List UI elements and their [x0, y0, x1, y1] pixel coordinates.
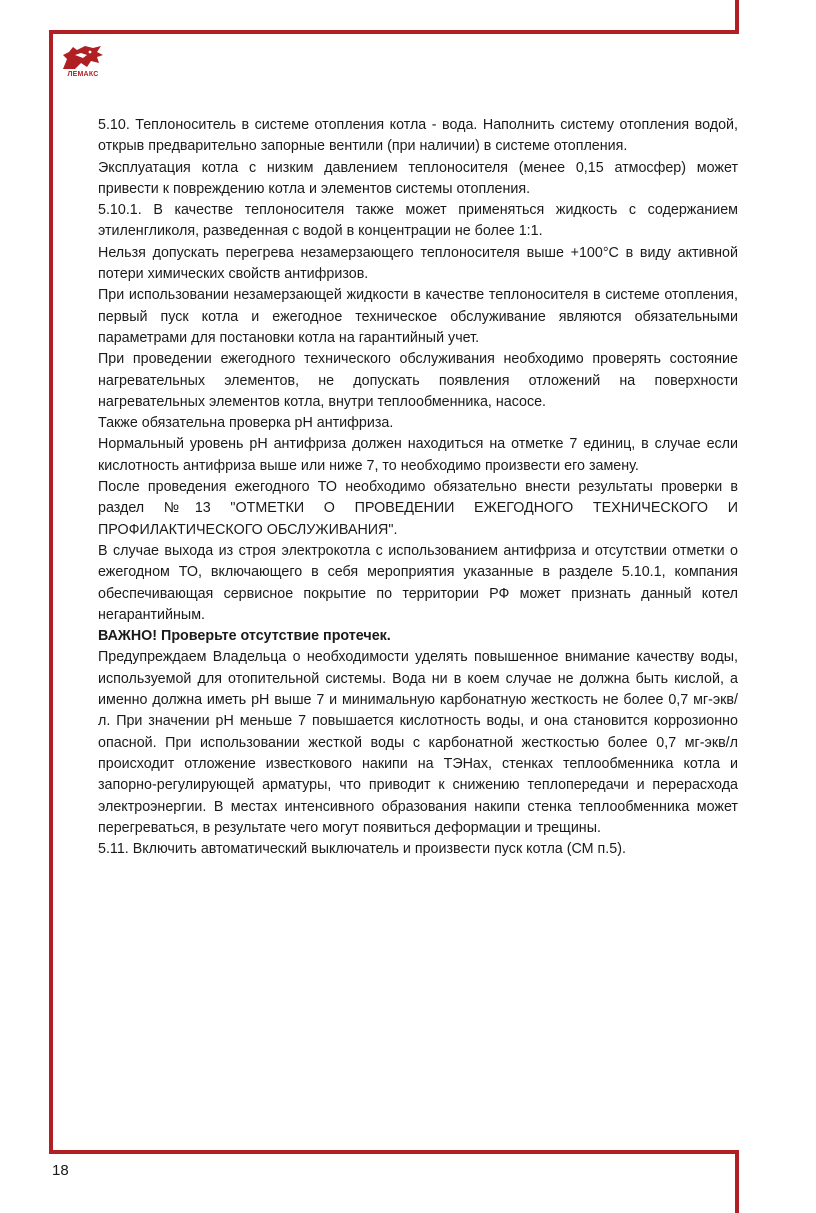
frame-bottom-border — [49, 1150, 739, 1154]
paragraph-water-quality: Предупреждаем Владельца о необходимости уделять повышенное внимание качеству воды, используемой для отопительной системы. Вода ни в коем случае не должна быть кислой, а именно должна иметь pH выше 7 и минимальную карбонатную жесткость не более 0,7 мг-экв/л. При значении pH меньше 7 повышается кислотность воды, и она становится коррозионно опасной. При использовании жесткой воды с карбонатной жесткостью более 0,7 мг-экв/л происходит отложение известкового накипи на ТЭНах, стенках теплообменника котла и запорно-регулирующей арматуры, что приводит к снижению теплопередачи и перерасхода электроэнергии. В местах интенсивного образования накипи стенка теплообменника может перегреваться, в результате чего могут появиться деформации и трещины. — [98, 649, 738, 836]
brand-logo-text: ЛЕМАКС — [67, 71, 99, 78]
frame-right-top-border — [735, 0, 739, 34]
page-number: 18 — [52, 1162, 69, 1179]
horse-head-icon — [57, 43, 109, 71]
paragraph-warranty: В случае выхода из строя электрокотла с использованием антифриза и отсутствии отметки о ежегодном ТО, включающего в себя мероприятия указанные в разделе 5.10.1, компания обеспечивающая сервисное покрытие по территории РФ может признать данный котел негарантийным. — [98, 542, 738, 623]
paragraph-5-10: 5.10. Теплоноситель в системе отопления котла - вода. Наполнить систему отопления водой, открыв предварительно запорные вентили (при наличии) в системе отопления. — [98, 117, 738, 155]
paragraph-section-13: После проведения ежегодного ТО необходимо обязательно внести результаты проверки в раздел №13 "ОТМЕТКИ О ПРОВЕДЕНИИ ЕЖЕГОДНОГО ТЕХНИЧЕСКОГО И ПРОФИЛАКТИЧЕСКОГО ОБСЛУЖИВАНИЯ". — [98, 479, 738, 538]
paragraph-ph-check: Также обязательна проверка pH антифриза. — [98, 415, 394, 432]
frame-top-border — [49, 30, 739, 34]
paragraph-5-10-1: 5.10.1. В качестве теплоносителя также может применяться жидкость с содержанием этиленгликоля, разведенная с водой в концентрации не более 1:1. — [98, 202, 738, 240]
paragraph-annual-inspection: При проведении ежегодного технического обслуживания необходимо проверять состояние нагревательных элементов, не допускать появления отложений на поверхности нагревательных элементов котла, внутри теплообменника, насосе. — [98, 351, 738, 410]
paragraph-low-pressure: Эксплуатация котла с низким давлением теплоносителя (менее 0,15 атмосфер) может привести к повреждению котла и элементов системы отопления. — [98, 159, 738, 197]
paragraph-5-11: 5.11. Включить автоматический выключатель и произвести пуск котла (СМ п.5). — [98, 841, 626, 858]
frame-right-bottom-border — [735, 1150, 739, 1213]
warning-heading: ВАЖНО! Проверьте отсутствие протечек. — [98, 628, 391, 645]
document-body — [98, 115, 738, 860]
frame-left-border — [49, 30, 53, 1150]
brand-logo — [57, 43, 109, 83]
paragraph-antifreeze-service: При использовании незамерзающей жидкости в качестве теплоносителя в системе отопления, первый пуск котла и ежегодное техническое обслуживание являются обязательными параметрами для постановки котла на гарантийный учет. — [98, 287, 738, 346]
paragraph-overheat: Нельзя допускать перегрева незамерзающего теплоносителя выше +100°С в виду активной потери химических свойств антифризов. — [98, 244, 738, 283]
paragraph-ph-level: Нормальный уровень pH антифриза должен находиться на отметке 7 единиц, в случае если кислотность антифриза выше или ниже 7, то необходимо произвести его замену. — [98, 436, 738, 474]
